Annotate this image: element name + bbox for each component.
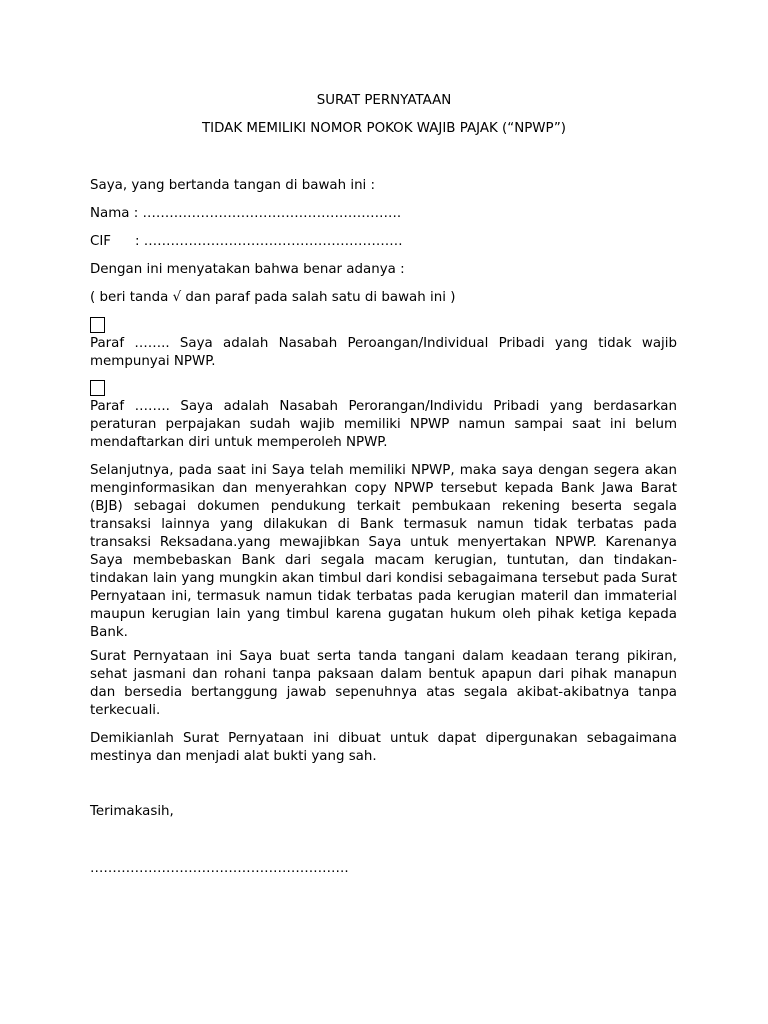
signature-line: …………………………………………………. — [90, 861, 349, 876]
paragraph-2: Surat Pernyataan ini Saya buat serta tanda tangani dalam keadaan terang pikiran, sehat jasmani dan rohani tanpa paksaan dalam bentuk apapun dari pihak manapun dan bersedia bertanggung jawab sepenuhnya atas segala akibat-akibatnya tanpa terkecuali. — [90, 649, 677, 718]
cif-label: CIF — [90, 234, 112, 249]
option-2-checkbox[interactable] — [90, 380, 105, 396]
paragraph-3: Demikianlah Surat Pernyataan ini dibuat untuk dapat dipergunakan sebagaimana mestinya dan menjadi alat bukti yang sah. — [90, 731, 677, 764]
instruction-text: ( beri tanda √ dan paraf pada salah satu di bawah ini ) — [90, 290, 456, 305]
cif-field-line: : …………………………………………………. — [135, 234, 403, 249]
intro-text: Saya, yang bertanda tangan di bawah ini : — [90, 178, 376, 193]
document-subtitle: TIDAK MEMILIKI NOMOR POKOK WAJIB PAJAK (“NPWP”) — [201, 121, 567, 136]
option-2-text: Paraf …….. Saya adalah Nasabah Perorangan/Individu Pribadi yang berdasarkan peraturan perpajakan sudah wajib memiliki NPWP namun sampai saat ini belum mendaftarkan diri untuk memperoleh NPWP. — [90, 399, 677, 450]
document-title: SURAT PERNYATAAN — [316, 93, 452, 108]
paragraph-1: Selanjutnya, pada saat ini Saya telah memiliki NPWP, maka saya dengan segera akan menginformasikan dan menyerahkan copy NPWP tersebut kepada Bank Jawa Barat (BJB) sebagai dokumen pendukung terkait pembukaan rekening beserta segala transaksi lainnya yang dilakukan di Bank termasuk namun tidak terbatas pada transaksi Reksadana.yang mewajibkan Saya untuk menyertakan NPWP. Karenanya Saya membebaskan Bank dari segala macam kerugian, tuntutan, dan tindakan-tindakan lain yang mungkin akan timbul dari kondisi sebagaimana tersebut pada Surat Pernyataan ini, termasuk namun tidak terbatas pada kerugian materil dan immaterial maupun kerugian lain yang timbul karena gugatan hukum oleh pihak ketiga kepada Bank. — [90, 463, 677, 640]
nama-field-line: Nama : …………………………………………………. — [90, 206, 402, 221]
option-1-checkbox[interactable] — [90, 317, 105, 333]
option-1-text: Paraf …….. Saya adalah Nasabah Peroangan/Individual Pribadi yang tidak wajib mempunyai NPWP. — [90, 336, 677, 369]
statement-text: Dengan ini menyatakan bahwa benar adanya : — [90, 262, 405, 277]
closing-text: Terimakasih, — [90, 804, 174, 819]
